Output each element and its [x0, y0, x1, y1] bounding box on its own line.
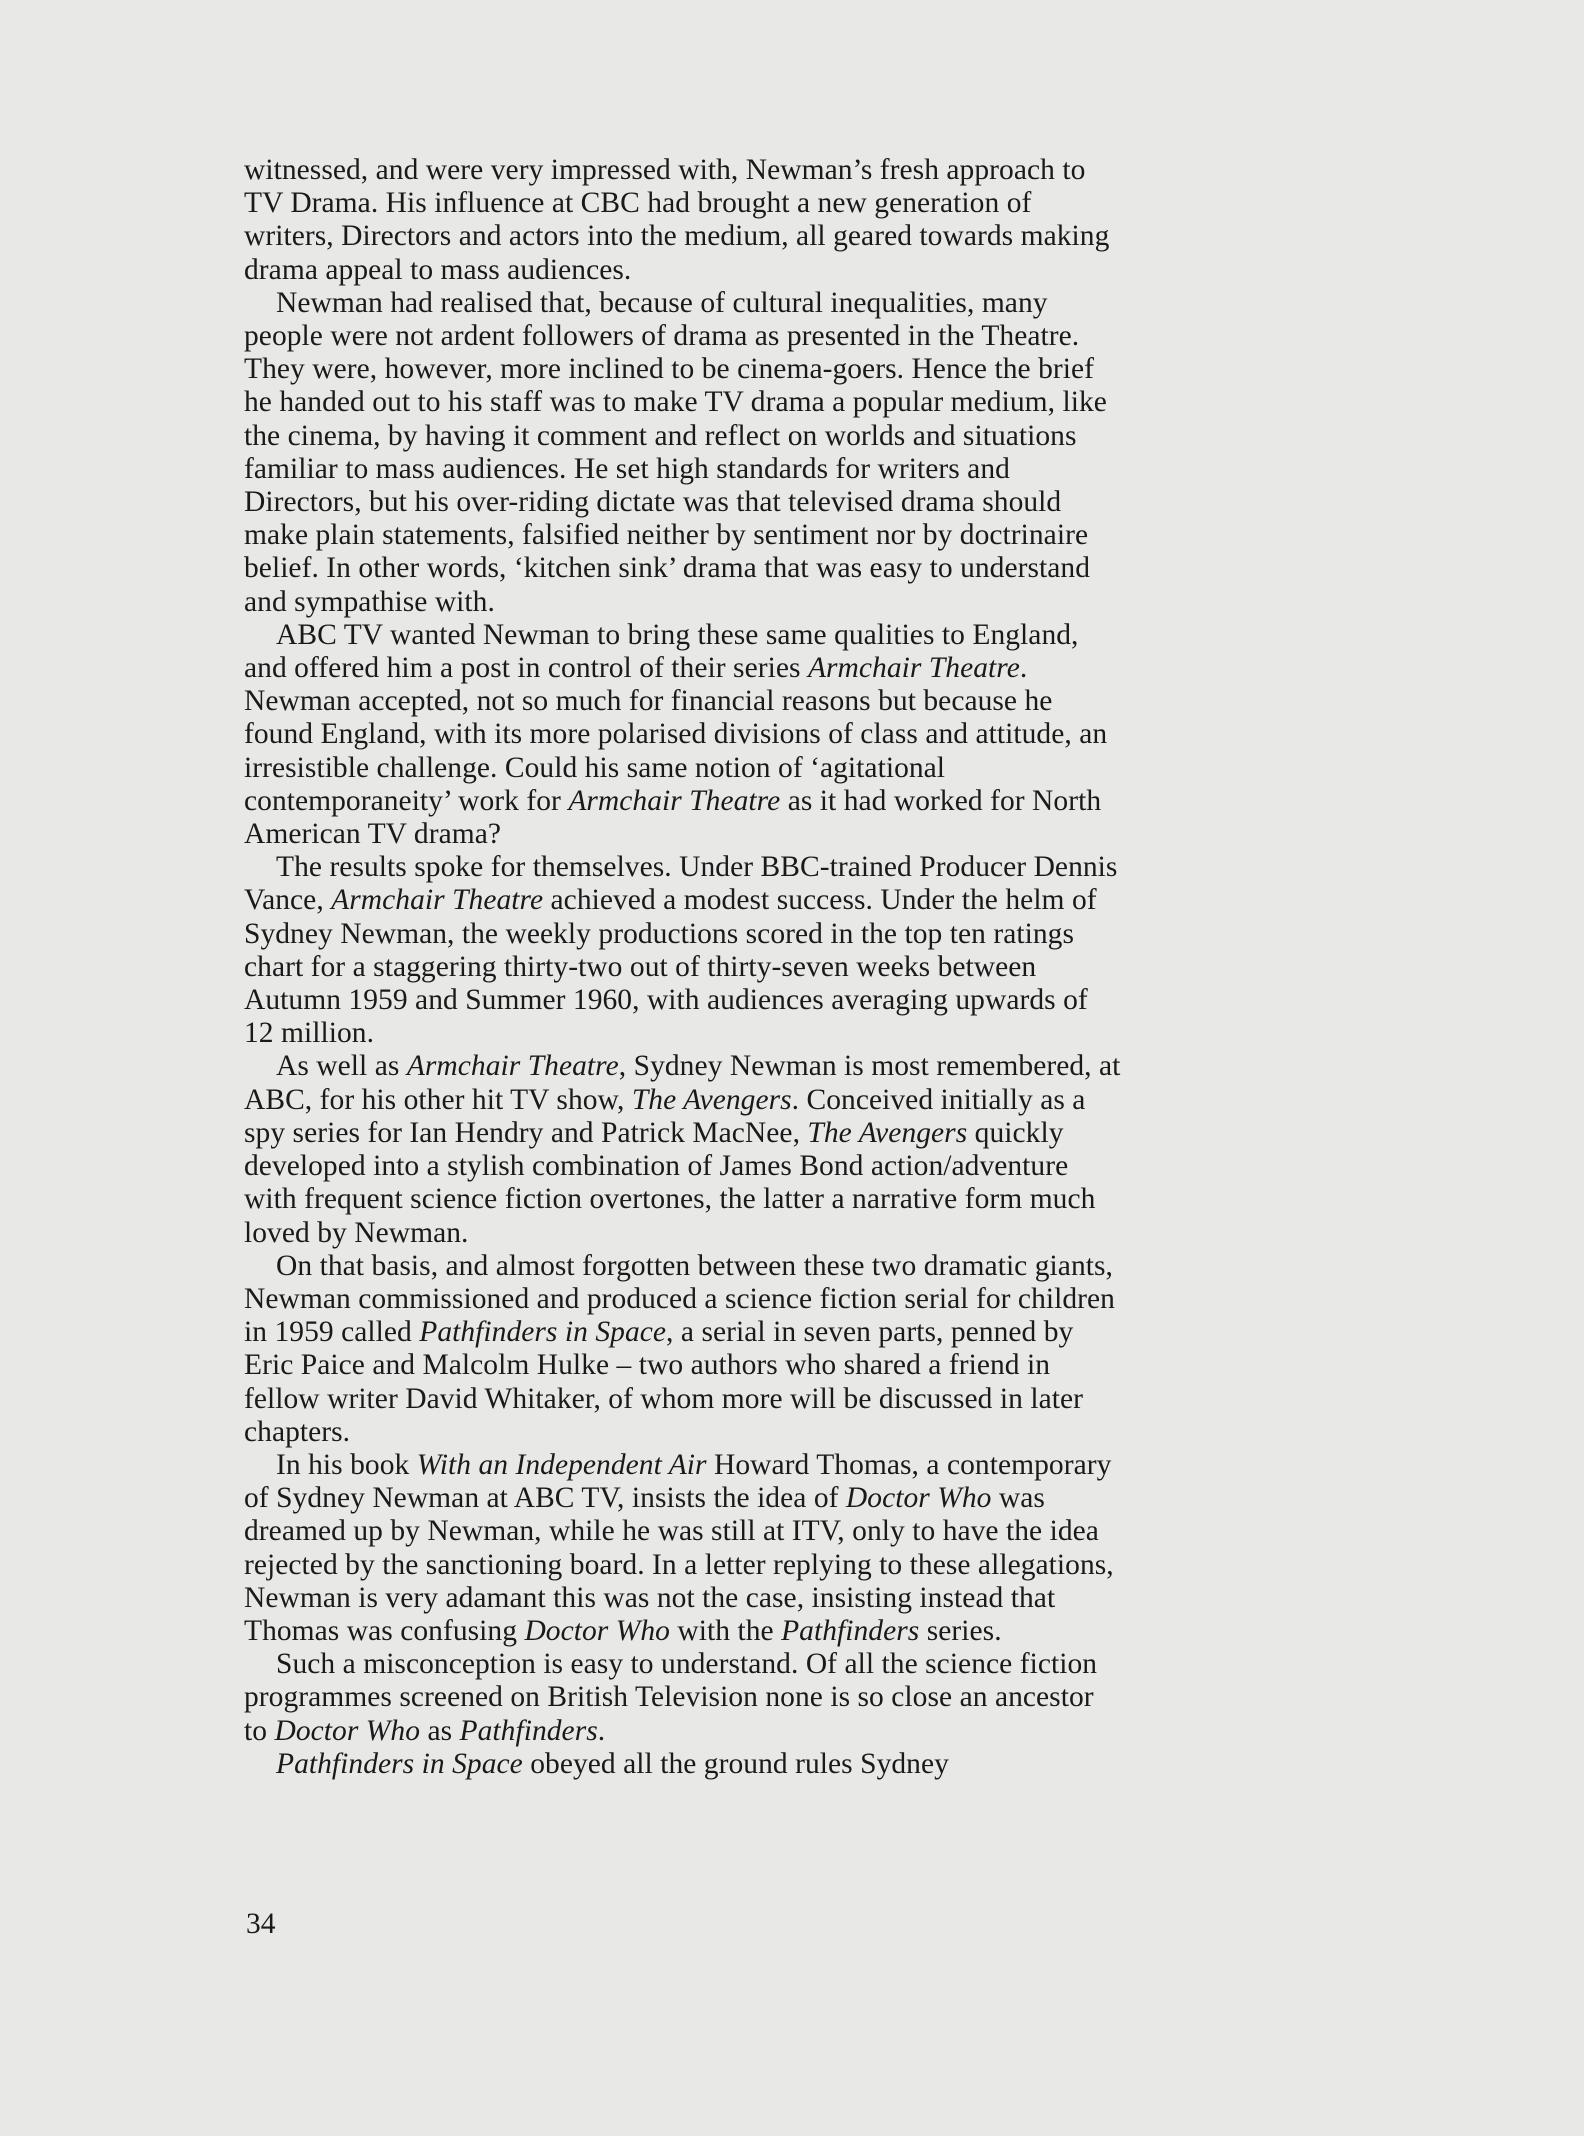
text-run: was dreamed up by Newman, while he was still at ITV, only to have the idea rejected by the sanctioning board. In a letter replying to these allegations, Newman is very adamant this was not the case, insisting instead that Thomas was confusing	[244, 1482, 1114, 1647]
paragraph	[244, 1449, 1124, 1648]
italic-title-run: Doctor Who	[274, 1714, 421, 1747]
text-run: as it had worked for North American TV drama?	[244, 784, 1102, 851]
paragraph	[244, 154, 1124, 287]
text-run: , a serial in seven parts, penned by Eric Paice and Malcolm Hulke – two authors who shared a friend in fellow writer David Whitaker, of whom more will be discussed in later chapters.	[244, 1316, 1083, 1448]
text-run: . Conceived initially as a spy series for Ian Hendry and Patrick MacNee,	[244, 1083, 1086, 1149]
text-run: with the	[669, 1614, 782, 1647]
italic-title-run: The Avengers	[631, 1083, 792, 1116]
text-run: quickly developed into a stylish combination of James Bond action/adventure with frequent science fiction overtones, the latter a narrative form much loved by Newman.	[244, 1116, 1096, 1249]
text-run: Howard Thomas, a contemporary of Sydney Newman at ABC TV, insists the idea of	[244, 1448, 1112, 1515]
body-text	[244, 154, 1124, 1781]
italic-title-run: Pathfinders in Space	[276, 1747, 523, 1780]
italic-title-run: Doctor Who	[524, 1614, 670, 1647]
paragraph	[244, 851, 1124, 1050]
italic-title-run: Armchair Theatre	[406, 1050, 619, 1083]
text-run: .	[597, 1714, 606, 1747]
italic-title-run: Armchair Theatre	[568, 784, 781, 817]
paragraph	[244, 287, 1124, 619]
text-run: As well as	[276, 1050, 407, 1083]
text-run: On that basis, and almost forgotten between these two dramatic giants, Newman commissioned and produced a science fiction serial for children in 1959 called	[244, 1249, 1115, 1349]
paragraph	[244, 1250, 1124, 1449]
text-run: In his book	[276, 1448, 417, 1481]
italic-title-run: Armchair Theatre	[331, 884, 544, 917]
text-run: Newman had realised that, because of cultural inequalities, many people were not ardent followers of drama as presented in the Theatre. They were, however, more inclined to be cinema-goers. Hence the brief he handed out to his staff was to make TV drama a popular medium, like the cinema, by having it comment and reflect on worlds and situations familiar to mass audiences. He set high standards for writers and Directors, but his over-riding dictate was that televised drama should make plain statements, falsified neither by sentiment nor by doctrinaire belief. In other words, ‘kitchen sink’ drama that was easy to understand and sympathise with.	[244, 286, 1107, 618]
paragraph	[244, 1748, 1124, 1781]
italic-title-run: The Avengers	[807, 1116, 968, 1149]
text-run: series.	[919, 1614, 1002, 1647]
page-number: 34	[246, 1908, 276, 1940]
italic-title-run: Armchair Theatre	[807, 652, 1020, 685]
text-run: . Newman accepted, not so much for financial reasons but because he found England, with its more polarised divisions of class and attitude, an irresistible challenge. Could his same notion of ‘agitational contemporaneity’ work for	[244, 652, 1108, 817]
text-run: obeyed all the ground rules Sydney	[522, 1747, 949, 1780]
paragraph	[244, 619, 1124, 851]
italic-title-run: Doctor Who	[845, 1482, 992, 1515]
paragraph	[244, 1648, 1124, 1748]
text-run: witnessed, and were very impressed with, Newman’s fresh approach to TV Drama. His influence at CBC had brought a new generation of writers, Directors and actors into the medium, all geared towards making drama appeal to mass audiences.	[244, 154, 1110, 286]
italic-title-run: Pathfinders	[781, 1614, 920, 1647]
text-run: achieved a modest success. Under the helm of Sydney Newman, the weekly productions scored in the top ten ratings chart for a staggering thirty-two out of thirty-seven weeks between Autumn 1959 and Summer 1960, with audiences averaging upwards of 12 million.	[244, 884, 1097, 1050]
italic-title-run: With an Independent Air	[416, 1448, 707, 1481]
italic-title-run: Pathfinders	[459, 1714, 598, 1747]
text-run: , Sydney Newman is most remembered, at ABC, for his other hit TV show,	[244, 1050, 1121, 1116]
text-run: The results spoke for themselves. Under BBC-trained Producer Dennis Vance,	[244, 851, 1118, 917]
text-run: as	[420, 1714, 460, 1747]
paragraph	[244, 1050, 1124, 1249]
text-run: ABC TV wanted Newman to bring these same qualities to England, and offered him a post in control of their series	[244, 618, 1079, 685]
italic-title-run: Pathfinders in Space	[419, 1316, 667, 1349]
text-run: Such a misconception is easy to understand. Of all the science fiction programmes screened on British Television none is so close an ancestor to	[244, 1648, 1098, 1747]
